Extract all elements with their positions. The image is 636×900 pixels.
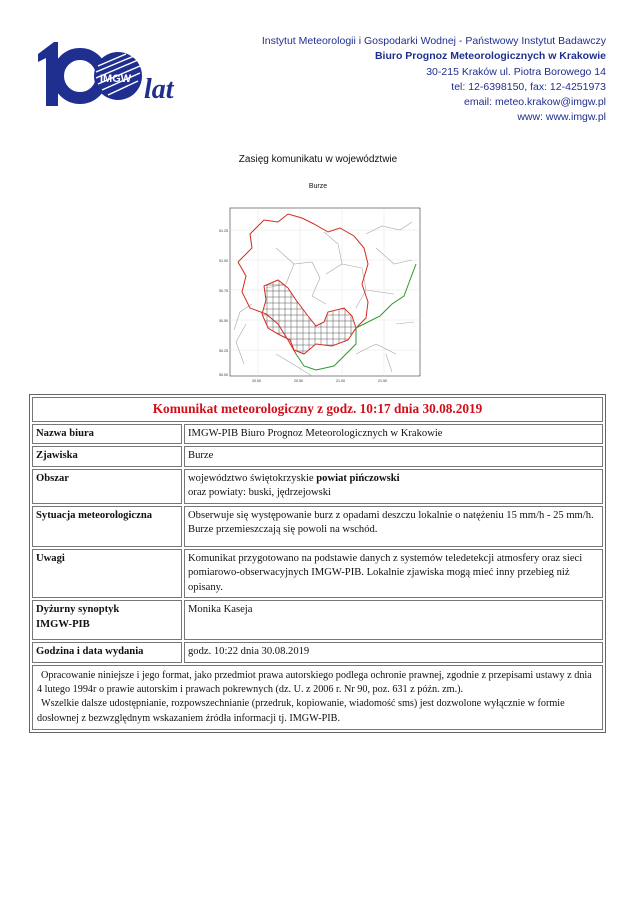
map-title: Burze (308, 183, 328, 190)
row-label: Godzina i data wydania (32, 642, 182, 663)
institute-name: Instytut Meteorologii i Gospodarki Wodnej - Państwowy Instytut Badawczy (261, 35, 606, 47)
svg-text:lat: lat (144, 74, 174, 105)
map-section-title: Zasięg komunikatu w województwie (238, 154, 398, 165)
row-value: Burze (184, 446, 603, 467)
row-label: Uwagi (32, 549, 182, 599)
table-row (32, 642, 603, 663)
x-tick: 20.50 (294, 379, 303, 383)
y-tick: 50.50 (219, 319, 228, 323)
imgw-100-lat-logo (34, 40, 194, 110)
website[interactable]: www: www.imgw.pl (517, 111, 606, 124)
y-tick: 51.00 (219, 259, 228, 263)
table-row (32, 600, 603, 640)
office-name: Biuro Prognoz Meteorologicznych w Krakowie (374, 50, 606, 63)
row-value: Komunikat przygotowano na podstawie danych z systemów teledetekcji atmosfery oraz sieci pomiarowo-obserwacyjnych IMGW-PIB. Lokalnie zjawiska mogą mieć inny przebieg niż opisany. (184, 549, 603, 599)
area-main-county: powiat pińczowski (316, 472, 400, 484)
synoptic-label-org: IMGW-PIB (36, 618, 90, 630)
copyright-text-2: Wszelkie dalsze udostępnianie, rozpowszechnianie (przedruk, kopiowanie, wiadomość sms) jest dozwolone wyłącznie w formie dosłownej z bezwzględnym wskazaniem źródła informacji tj. IMGW-PIB. (37, 698, 565, 724)
address: 30-215 Kraków ul. Piotra Borowego 14 (426, 65, 606, 78)
email[interactable]: email: meteo.krakow@imgw.pl (464, 96, 606, 109)
svg-text:IMGW: IMGW (100, 73, 132, 85)
row-label (32, 600, 182, 640)
warning-area-map (216, 204, 426, 384)
phone-fax: tel: 12-6398150, fax: 12-4251973 (451, 80, 606, 93)
row-label: Nazwa biura (32, 424, 182, 445)
row-value: Obserwuje się występowanie burz z opadami deszczu lokalnie o natężeniu 15 mm/h - 25 mm/h. Burze przemieszczają się powoli na wschód. (184, 506, 603, 547)
row-value: IMGW-PIB Biuro Prognoz Meteorologicznych w Krakowie (184, 424, 603, 445)
row-value: godz. 10:22 dnia 30.08.2019 (184, 642, 603, 663)
x-tick: 20.00 (252, 379, 261, 383)
x-tick: 21.00 (336, 379, 345, 383)
table-row (32, 469, 603, 504)
table-row (32, 424, 603, 445)
table-row (32, 506, 603, 547)
row-label: Obszar (32, 469, 182, 504)
y-tick: 50.25 (219, 349, 228, 353)
synoptic-label: Dyżurny synoptyk (36, 604, 120, 615)
report-heading: Komunikat meteorologiczny z godz. 10:17 dnia 30.08.2019 (32, 397, 603, 422)
row-label: Zjawiska (32, 446, 182, 467)
report-table (29, 394, 606, 733)
y-tick: 50.00 (219, 373, 228, 377)
y-tick: 51.25 (219, 229, 228, 233)
x-tick: 21.50 (378, 379, 387, 383)
row-label: Sytuacja meteorologiczna (32, 506, 182, 547)
y-tick: 50.75 (219, 289, 228, 293)
table-row (32, 549, 603, 599)
area-other-counties: oraz powiaty: buski, jędrzejowski (188, 487, 331, 498)
copyright-notice (32, 665, 603, 731)
row-value (184, 469, 603, 504)
row-value: Monika Kaseja (184, 600, 603, 640)
area-voivodeship: województwo świętokrzyskie (188, 472, 317, 484)
institute-contact-block (262, 34, 606, 126)
copyright-text-1: Opracowanie niniejsze i jego format, jako przedmiot prawa autorskiego podlega ochronie prawnej, zgodnie z przepisami ustawy z dnia 4 lutego 1994r o prawie autorskim i prawach pokrewnych (dz. U. z 2006 r. Nr 90, poz. 631 z późn. zm.). (37, 669, 592, 695)
table-row (32, 446, 603, 467)
